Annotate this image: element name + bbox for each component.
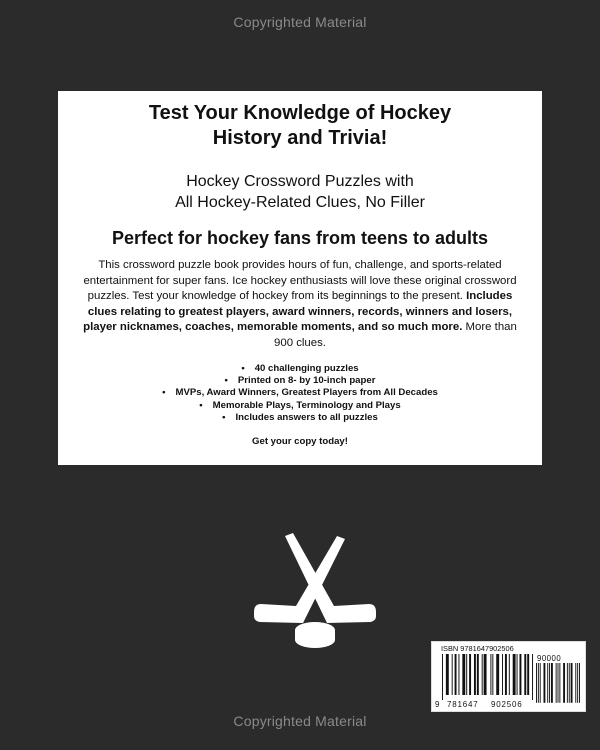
description-paragraph [74,258,526,351]
barcode-bar [556,663,557,703]
puck-top-icon [295,622,335,638]
barcode-bar [452,654,453,695]
barcode-bar [446,654,449,695]
addon-bars [536,663,580,709]
description-bold: Includes clues relating to greatest players, award winners, records, winners and losers, player nicknames, coaches, memorable moments, and so much more. [83,290,513,333]
call-to-action: Get your copy today! [252,436,348,448]
barcode-bar [532,654,533,700]
barcode-bar [492,654,493,695]
feature-item: • 40 challenging puzzles [74,363,526,375]
price-code: 90000 [537,654,562,663]
barcode-bar [462,654,465,695]
barcode-lead-digit: 9 [435,700,440,709]
barcode-bar [469,654,471,695]
barcode-bar [575,663,576,703]
barcode-bar [509,654,510,695]
barcode-bar [558,663,559,703]
barcode-bar [551,663,553,703]
feature-list [74,363,526,424]
subheadline: Hockey Crossword Puzzles with All Hockey-Related Clues, No Filler [175,173,425,211]
barcode-bar [482,654,483,695]
barcode-bar [527,654,529,695]
barcode-bar [466,654,467,695]
barcode-bar [496,654,499,695]
barcode-left-digits: 781647 [447,700,479,709]
barcode-bar [490,654,491,695]
barcode-bar [477,654,479,695]
barcode-bar [563,663,565,703]
barcode-right-digits: 902506 [491,700,523,709]
description-end: More than 900 clues. [274,321,517,349]
barcode-bar [513,654,516,695]
copyright-watermark-top: Copyrighted Material [233,14,367,30]
barcode-bar [571,663,573,703]
feature-item: • MVPs, Award Winners, Greatest Players from All Decades [74,387,526,399]
barcode-bar [540,663,541,703]
headline: Test Your Knowledge of Hockey History and Trivia! [148,102,452,149]
barcode-bar [505,654,507,695]
isbn-label: ISBN 9781647902506 [441,644,514,653]
crossed-hockey-sticks-and-puck-icon [252,532,378,658]
barcode-bar [524,654,526,695]
description-panel [58,91,542,465]
barcode-bar [519,654,521,695]
barcode-bar [538,663,539,703]
copyright-watermark-bottom: Copyrighted Material [233,713,367,729]
feature-item: • Memorable Plays, Terminology and Plays [74,400,526,412]
barcode-bar [547,663,548,703]
barcode-bar [442,654,443,700]
barcode-bar [543,663,545,703]
ean13-bars [442,654,534,700]
barcode-bar [577,663,578,703]
barcode-bar [517,654,518,695]
tagline: Perfect for hockey fans from teens to adults [111,228,489,248]
description-intro: This crossword puzzle book provides hours of fun, challenge, and sports-related entertainment for super fans. Ice hockey enthusiasts will love these original crossword puzzles. Test your knowledge of hockey from its beginnings to the present. [83,259,517,302]
barcode-bar [474,654,476,695]
feature-item: • Printed on 8- by 10-inch paper [74,375,526,387]
barcode-bar [569,663,570,703]
isbn-barcode [431,641,586,712]
barcode-bar [549,663,550,703]
barcode-bar [455,654,457,695]
barcode-bar [536,663,537,703]
barcode-bar [502,654,503,695]
barcode-bar [559,663,560,703]
feature-item: • Includes answers to all puzzles [74,412,526,424]
barcode-bar [484,654,487,695]
barcode-bar [458,654,459,695]
barcode-bar [579,663,580,703]
barcode-bar [567,663,568,703]
